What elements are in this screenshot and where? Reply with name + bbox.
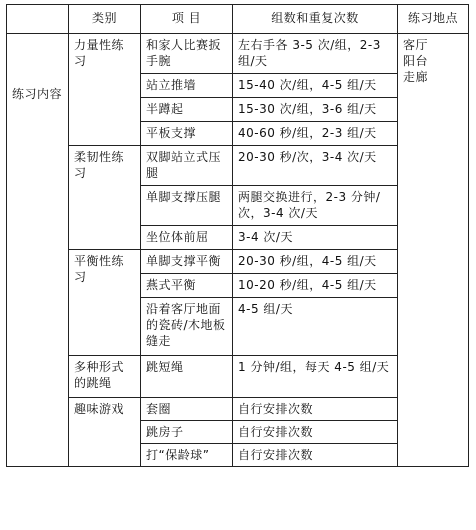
reps-cell: 10-20 秒/组，4-5 组/天 <box>233 274 398 298</box>
item-cell: 双脚站立式压腿 <box>141 146 233 186</box>
reps-cell: 4-5 组/天 <box>233 298 398 356</box>
category-cell: 平衡性练习 <box>69 250 141 356</box>
location-cell <box>398 34 469 467</box>
item-cell: 套圈 <box>141 398 233 421</box>
category-cell: 趣味游戏 <box>69 398 141 467</box>
reps-cell: 15-40 次/组，4-5 组/天 <box>233 74 398 98</box>
item-cell: 燕式平衡 <box>141 274 233 298</box>
item-cell: 和家人比赛扳手腕 <box>141 34 233 74</box>
reps-cell: 自行安排次数 <box>233 398 398 421</box>
reps-cell: 20-30 秒/次，3-4 次/天 <box>233 146 398 186</box>
reps-cell: 20-30 秒/组，4-5 组/天 <box>233 250 398 274</box>
header-blank-cell <box>7 5 69 34</box>
table-row <box>7 34 469 74</box>
reps-cell: 两腿交换进行，2-3 分钟/次，3-4 次/天 <box>233 186 398 226</box>
category-cell: 柔韧性练习 <box>69 146 141 250</box>
reps-cell: 1 分钟/组，每天 4-5 组/天 <box>233 356 398 398</box>
location-item: 客厅 <box>403 38 429 52</box>
reps-cell: 15-30 次/组，3-6 组/天 <box>233 98 398 122</box>
header-reps: 组数和重复次数 <box>233 5 398 34</box>
item-cell: 沿着客厅地面的瓷砖/木地板缝走 <box>141 298 233 356</box>
location-item: 走廊 <box>403 70 429 84</box>
item-cell: 单脚支撑平衡 <box>141 250 233 274</box>
category-cell: 力量性练习 <box>69 34 141 146</box>
item-cell: 站立推墙 <box>141 74 233 98</box>
reps-cell: 3-4 次/天 <box>233 226 398 250</box>
header-location: 练习地点 <box>398 5 469 34</box>
item-cell: 打“保龄球” <box>141 444 233 467</box>
item-cell: 坐位体前屈 <box>141 226 233 250</box>
location-item: 阳台 <box>403 54 429 68</box>
item-cell: 跳短绳 <box>141 356 233 398</box>
reps-cell: 自行安排次数 <box>233 444 398 467</box>
item-cell: 跳房子 <box>141 421 233 444</box>
category-cell: 多种形式的跳绳 <box>69 356 141 398</box>
header-row <box>7 5 469 34</box>
item-cell: 半蹲起 <box>141 98 233 122</box>
reps-cell: 左右手各 3-5 次/组，2-3 组/天 <box>233 34 398 74</box>
reps-cell: 自行安排次数 <box>233 421 398 444</box>
header-item: 项 目 <box>141 5 233 34</box>
header-category: 类别 <box>69 5 141 34</box>
reps-cell: 40-60 秒/组，2-3 组/天 <box>233 122 398 146</box>
item-cell: 平板支撑 <box>141 122 233 146</box>
section-label: 练习内容 <box>7 34 69 467</box>
table-body <box>7 34 469 467</box>
item-cell: 单脚支撑压腿 <box>141 186 233 226</box>
exercise-plan-table <box>6 4 469 467</box>
